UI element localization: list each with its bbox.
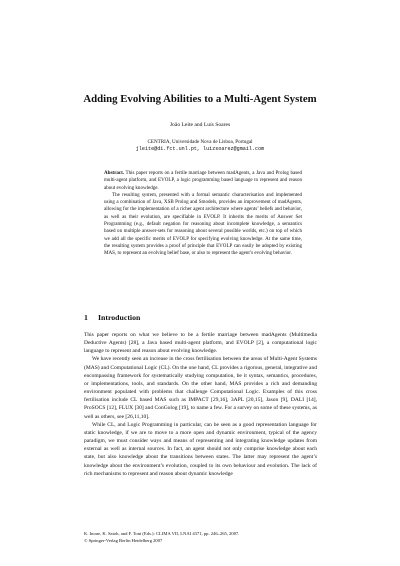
body-paragraph-2: We have recently seen an increase in the cross fertilisation between the areas of Multi-Agent Systems (MAS) and Computational Logic (CL). On the one hand, CL provides a rigorous, general, integrative and encompassing framework for systematically studying computation, be it syntax, semantics, procedures, or implementations, tools, and standards. On the other hand, MAS provides a rich and demanding environment populated with problems that challenge Computational Logic. Examples of this cross fertilisation include CL based MAS such as IMPACT [29,16], 3APL [20,15], Jason [9], DALI [14], ProSOCS [12], FLUX [30] and ConGolog [19], to name a few. For a survey on some of these systems, as well as others, see [26,11,10].	[84, 356, 317, 420]
abstract	[104, 170, 302, 258]
body-paragraph-3: While CL, and Logic Programming in particular, can be seen as a good representation language for static knowledge, if we are to move to a more open and dynamic environment, typical of the agency paradigm, we must consider ways and means of representing and integrating knowledge updates from external as well as internal sources. In fact, an agent should not only comprise knowledge about each state, but also knowledge about the transitions between states. The latter may represent the agent’s knowledge about the environment’s evolution, coupled to its own behaviour and evolution. The lack of rich mechanisms to represent and reason about dynamic knowledge	[84, 421, 317, 477]
body-paragraph-1: This paper reports on what we believe to be a fertile marriage between madAgents (Multimedia Deductive Agents) [28], a Java based multi-agent platform, and EVOLP [2], a computational logic language to represent and reason about evolving knowledge.	[84, 332, 317, 355]
author-emails: jleite@di.fct.unl.pt, luizsoarez@gmail.com	[135, 146, 265, 152]
abstract-label: Abstract.	[104, 170, 125, 176]
abstract-paragraph-1	[104, 170, 302, 192]
abstract-text-1: This paper reports on a fertile marriage between madAgents, a Java and Prolog based multi-agent platform, and EVOLP, a logic programming based language to represent and reason about evolving knowledge.	[104, 170, 303, 191]
publication-footnote	[84, 531, 317, 544]
footnote-citation: K. Inoue, K. Satoh, and F. Toni (Eds.): CLIMA VII, LNAI 4371, pp. 246–265, 2007.	[84, 531, 240, 536]
paper-title: Adding Evolving Abilities to a Multi-Agent System	[83, 93, 317, 105]
footnote-copyright: © Springer-Verlag Berlin Heidelberg 2007	[84, 537, 163, 543]
body-text	[84, 331, 317, 478]
author-names: João Leite and Luís Soares	[169, 122, 231, 128]
section-number: 1	[84, 313, 88, 322]
abstract-paragraph-2: The resulting system, presented with a formal semantic characterisation and implemented using a combination of Java, XSB Prolog and Smodels, provides an improvement of madAgents, allowing for the implementation of a richer agent architecture where agents’ beliefs and behavior, as well as their evolution, are specifiable in EVOLP. It inherits the merits of Answer Set Programming (e.g., default negation for reasoning about incomplete knowledge, a semantics based on multiple answer-sets for reasoning about several possible worlds, etc.) on top of which we add all the specific merits of EVOLP for specifying evolving knowledge. At the same time, the resulting system provides a proof of principle that EVOLP can easily be adopted by existing MAS, to represent an evolving belief base, or also to represent the agent’s evolving behavior.	[104, 191, 302, 257]
affiliation: CENTRIA, Universidade Nova de Lisboa, Portugal	[147, 139, 253, 145]
section-title: Introduction	[98, 313, 141, 322]
section-heading	[84, 313, 140, 323]
